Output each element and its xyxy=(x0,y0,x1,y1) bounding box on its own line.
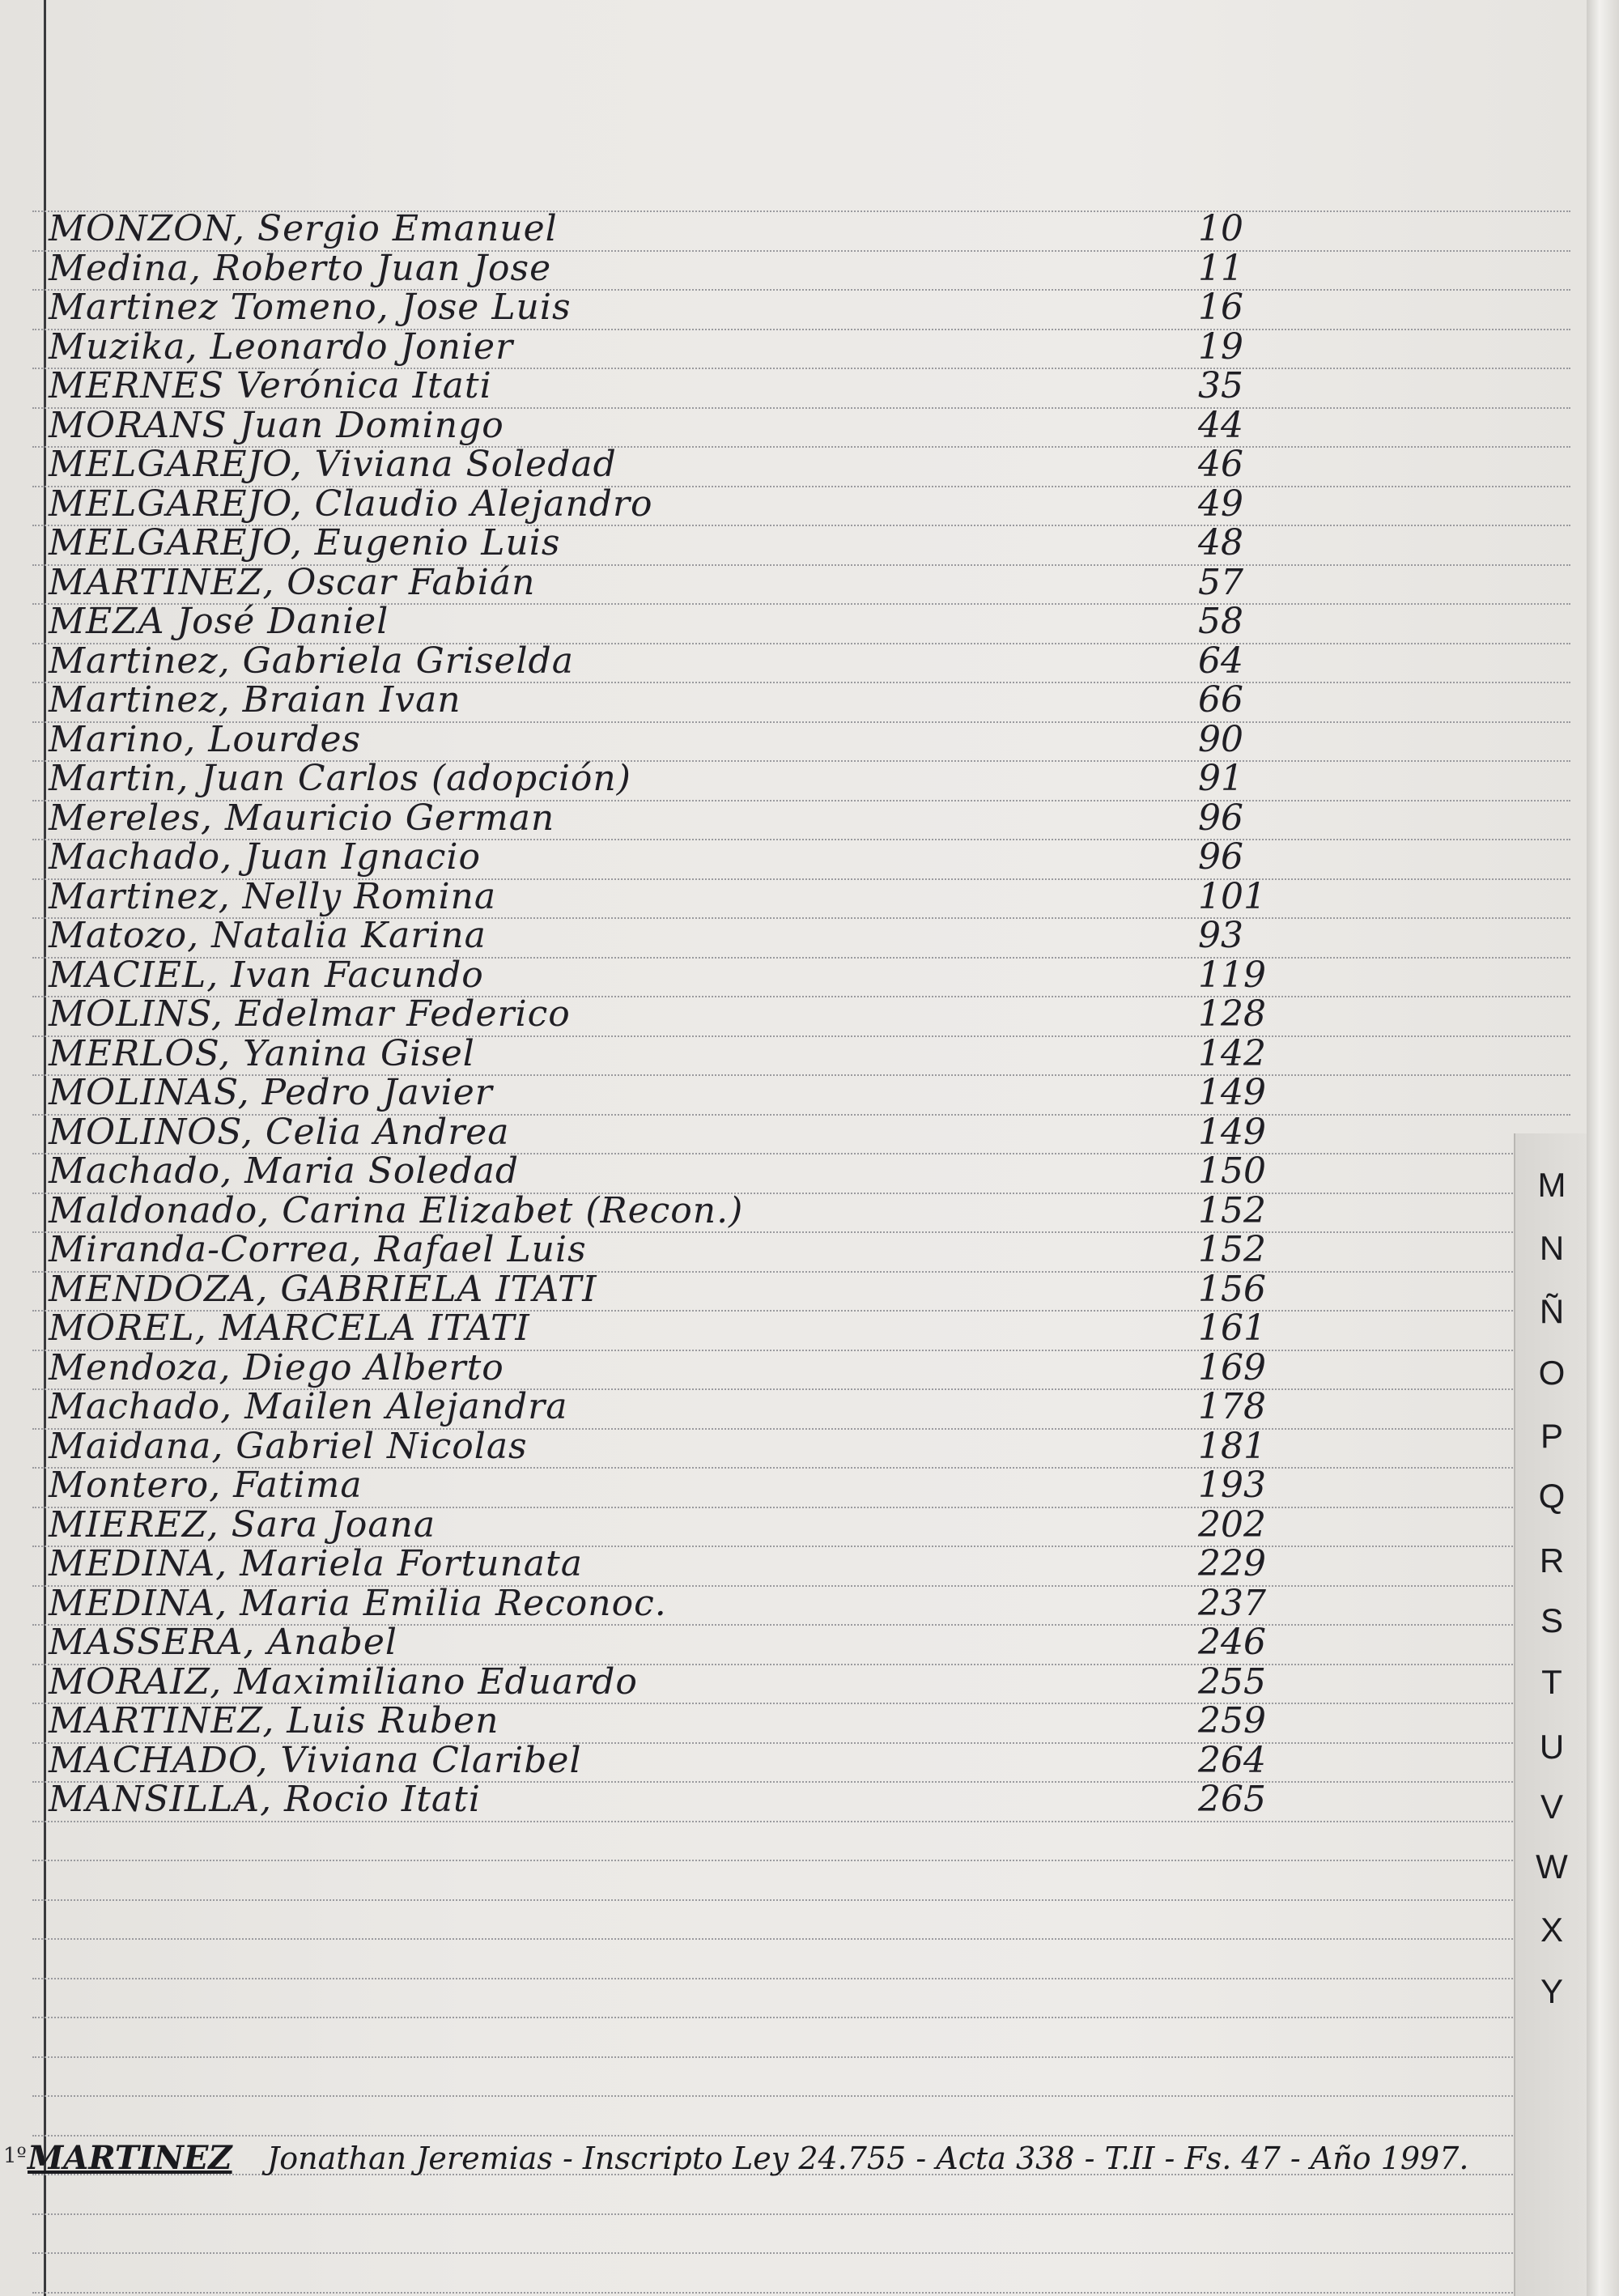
ledger-row xyxy=(49,640,1328,685)
entry-name: Martinez Tomeno, Jose Luis xyxy=(49,287,572,328)
entry-name: MORANS Juan Domingo xyxy=(49,404,504,446)
entry-name: MACHADO, Viviana Claribel xyxy=(49,1739,582,1781)
entry-number: 35 xyxy=(1198,365,1243,406)
ledger-row xyxy=(49,679,1328,724)
entry-number: 91 xyxy=(1198,758,1243,799)
entry-number: 181 xyxy=(1198,1425,1266,1467)
entry-number: 58 xyxy=(1198,601,1243,642)
ledger-row xyxy=(49,1543,1328,1588)
entry-number: 128 xyxy=(1198,993,1266,1035)
index-tab[interactable]: T xyxy=(1541,1663,1562,1701)
entry-name: Mendoza, Diego Alberto xyxy=(49,1346,504,1388)
ledger-row xyxy=(49,561,1328,606)
ruled-line xyxy=(32,2056,1570,2058)
entry-name: Mereles, Mauricio German xyxy=(49,797,555,839)
entry-number: 150 xyxy=(1198,1150,1266,1192)
ruled-line xyxy=(32,2017,1570,2018)
ledger-row xyxy=(49,287,1328,331)
ledger-row xyxy=(49,404,1328,449)
entry-number: 101 xyxy=(1198,875,1266,917)
ledger-row xyxy=(49,1072,1328,1116)
index-tab[interactable]: P xyxy=(1540,1417,1563,1455)
ledger-row xyxy=(49,601,1328,645)
footnote-surname: MARTINEZ xyxy=(28,2139,232,2177)
entry-name: MEZA José Daniel xyxy=(49,601,389,642)
entry-number: 149 xyxy=(1198,1072,1266,1113)
entry-name: Maldonado, Carina Elizabet (Recon.) xyxy=(49,1189,744,1231)
ledger-row xyxy=(49,1307,1328,1352)
entry-name: MEDINA, Maria Emilia Reconoc. xyxy=(49,1582,667,1624)
ruled-line xyxy=(32,1978,1570,1979)
index-tab[interactable]: M xyxy=(1537,1166,1566,1204)
index-tab[interactable]: W xyxy=(1536,1847,1568,1886)
entry-name: MOREL, MARCELA ITATI xyxy=(49,1307,530,1349)
ledger-row xyxy=(49,325,1328,371)
entry-number: 90 xyxy=(1198,718,1243,760)
entry-number: 255 xyxy=(1198,1660,1266,1703)
entry-number: 57 xyxy=(1198,561,1243,603)
entry-name: MIEREZ, Sara Joana xyxy=(49,1503,436,1546)
entry-name: MOLINS, Edelmar Federico xyxy=(49,993,571,1035)
entry-number: 149 xyxy=(1198,1111,1266,1153)
margin-line xyxy=(44,0,46,2296)
entry-name: MERNES Verónica Itati xyxy=(49,365,492,406)
entry-number: 64 xyxy=(1198,640,1243,682)
entry-name: Montero, Fatima xyxy=(49,1465,363,1506)
entry-name: MONZON, Sergio Emanuel xyxy=(49,208,558,249)
ruled-line xyxy=(32,2252,1570,2254)
entry-number: 152 xyxy=(1198,1229,1266,1270)
ledger-row xyxy=(49,1346,1328,1392)
footnote-text: Jonathan Jeremias - Inscripto Ley 24.755 - Acta 338 - T.II - Fs. 47 - Año 1997. xyxy=(267,2141,1469,2176)
entry-number: 229 xyxy=(1198,1543,1266,1584)
entry-name: Maidana, Gabriel Nicolas xyxy=(49,1425,528,1467)
alphabet-index-tabs xyxy=(1514,1133,1588,2296)
entry-number: 259 xyxy=(1198,1700,1266,1741)
index-tab[interactable]: O xyxy=(1538,1354,1566,1392)
entry-name: MERLOS, Yanina Gisel xyxy=(49,1032,475,1074)
index-tab[interactable]: R xyxy=(1539,1541,1565,1580)
entry-name: Machado, Juan Ignacio xyxy=(49,836,481,878)
ledger-row xyxy=(49,1582,1328,1627)
entry-number: 246 xyxy=(1198,1622,1266,1663)
entry-name: Medina, Roberto Juan Jose xyxy=(49,247,552,289)
index-tab[interactable]: Ñ xyxy=(1539,1292,1565,1330)
entry-name: Machado, Mailen Alejandra xyxy=(49,1386,568,1427)
ruled-line xyxy=(32,2135,1570,2137)
ledger-row xyxy=(49,1189,1328,1235)
ledger-row xyxy=(49,522,1328,567)
index-tab[interactable]: V xyxy=(1540,1788,1563,1826)
entry-name: MOLINAS, Pedro Javier xyxy=(49,1072,493,1113)
entry-name: MACIEL, Ivan Facundo xyxy=(49,954,484,996)
ledger-row xyxy=(49,1150,1328,1195)
ledger-row xyxy=(49,915,1328,959)
ledger-row xyxy=(49,1032,1328,1078)
entry-number: 46 xyxy=(1198,444,1243,485)
entry-name: MORAIZ, Maximiliano Eduardo xyxy=(49,1660,638,1703)
entry-number: 11 xyxy=(1198,247,1243,289)
entry-name: MARTINEZ, Luis Ruben xyxy=(49,1700,499,1741)
ledger-row xyxy=(49,1700,1328,1745)
entry-name: Muzika, Leonardo Jonier xyxy=(49,325,514,368)
entry-number: 193 xyxy=(1198,1465,1266,1506)
entry-number: 142 xyxy=(1198,1032,1266,1074)
entry-number: 237 xyxy=(1198,1582,1266,1624)
entry-number: 152 xyxy=(1198,1189,1266,1231)
ledger-row xyxy=(49,1386,1328,1431)
ruled-line xyxy=(32,1899,1570,1901)
footnote-mark: 1º xyxy=(3,2144,27,2168)
ledger-row xyxy=(49,1229,1328,1273)
ruled-line xyxy=(32,2095,1570,2097)
entry-number: 156 xyxy=(1198,1268,1266,1310)
entry-number: 66 xyxy=(1198,679,1243,721)
index-tab[interactable]: Q xyxy=(1538,1477,1566,1515)
ledger-row xyxy=(49,797,1328,842)
ruled-line xyxy=(32,1938,1570,1940)
ruled-line xyxy=(32,2213,1570,2215)
ledger-row xyxy=(49,1465,1328,1509)
ledger-row xyxy=(49,1622,1328,1666)
entry-name: Martinez, Gabriela Griselda xyxy=(49,640,574,682)
index-tab[interactable]: X xyxy=(1540,1911,1563,1949)
ruled-line xyxy=(32,2292,1570,2294)
entry-number: 96 xyxy=(1198,797,1243,839)
entry-number: 169 xyxy=(1198,1346,1266,1388)
ledger-row xyxy=(49,758,1328,802)
ruled-line xyxy=(32,1860,1570,1861)
entry-name: MELGAREJO, Claudio Alejandro xyxy=(49,483,653,525)
ledger-row xyxy=(49,1111,1328,1156)
footnote-entry xyxy=(0,2137,1473,2181)
entry-name: MEDINA, Mariela Fortunata xyxy=(49,1543,583,1584)
entry-number: 178 xyxy=(1198,1386,1266,1427)
entry-name: Marino, Lourdes xyxy=(49,718,362,760)
entry-number: 119 xyxy=(1198,954,1266,996)
entry-number: 49 xyxy=(1198,483,1243,525)
entry-number: 161 xyxy=(1198,1307,1266,1349)
entry-number: 96 xyxy=(1198,836,1243,878)
ledger-row xyxy=(49,483,1328,528)
entry-name: Martinez, Nelly Romina xyxy=(49,875,497,917)
entry-number: 93 xyxy=(1198,915,1243,956)
entry-name: Machado, Maria Soledad xyxy=(49,1150,520,1192)
ledger-row xyxy=(49,208,1328,253)
ledger-row xyxy=(49,875,1328,921)
entry-name: MELGAREJO, Viviana Soledad xyxy=(49,444,617,485)
ledger-row xyxy=(49,1660,1328,1706)
ledger-row xyxy=(49,718,1328,763)
ledger-row xyxy=(49,1779,1328,1823)
index-tab[interactable]: Y xyxy=(1540,1972,1563,2010)
ledger-row xyxy=(49,1268,1328,1313)
entry-name: MELGAREJO, Eugenio Luis xyxy=(49,522,561,563)
ledger-row xyxy=(49,1503,1328,1549)
index-tab[interactable]: U xyxy=(1539,1728,1565,1766)
entry-number: 48 xyxy=(1198,522,1243,563)
ledger-row xyxy=(49,247,1328,292)
entry-number: 44 xyxy=(1198,404,1243,446)
entry-name: Martin, Juan Carlos (adopción) xyxy=(49,758,631,799)
entry-name: MOLINOS, Celia Andrea xyxy=(49,1111,510,1153)
entry-name: MENDOZA, GABRIELA ITATI xyxy=(49,1268,597,1310)
entry-number: 265 xyxy=(1198,1779,1266,1820)
entry-name: MARTINEZ, Oscar Fabián xyxy=(49,561,536,603)
entry-name: Matozo, Natalia Karina xyxy=(49,915,487,956)
entry-number: 10 xyxy=(1198,208,1243,249)
ledger-row xyxy=(49,365,1328,410)
index-tab[interactable]: S xyxy=(1540,1601,1563,1639)
entry-name: Miranda-Correa, Rafael Luis xyxy=(49,1229,587,1270)
ledger-row xyxy=(49,444,1328,488)
entry-number: 16 xyxy=(1198,287,1243,328)
entry-name: MANSILLA, Rocio Itati xyxy=(49,1779,481,1820)
ledger-row xyxy=(49,954,1328,999)
ledger-row xyxy=(49,836,1328,881)
ledger-row xyxy=(49,1425,1328,1470)
entry-number: 202 xyxy=(1198,1503,1266,1546)
ledger-row xyxy=(49,993,1328,1038)
entry-name: MASSERA, Anabel xyxy=(49,1622,397,1663)
entry-number: 264 xyxy=(1198,1739,1266,1781)
entry-number: 19 xyxy=(1198,325,1243,368)
index-tab[interactable]: N xyxy=(1539,1229,1565,1267)
entry-name: Martinez, Braian Ivan xyxy=(49,679,461,721)
ledger-row xyxy=(49,1739,1328,1784)
page-edge xyxy=(1587,0,1619,2296)
